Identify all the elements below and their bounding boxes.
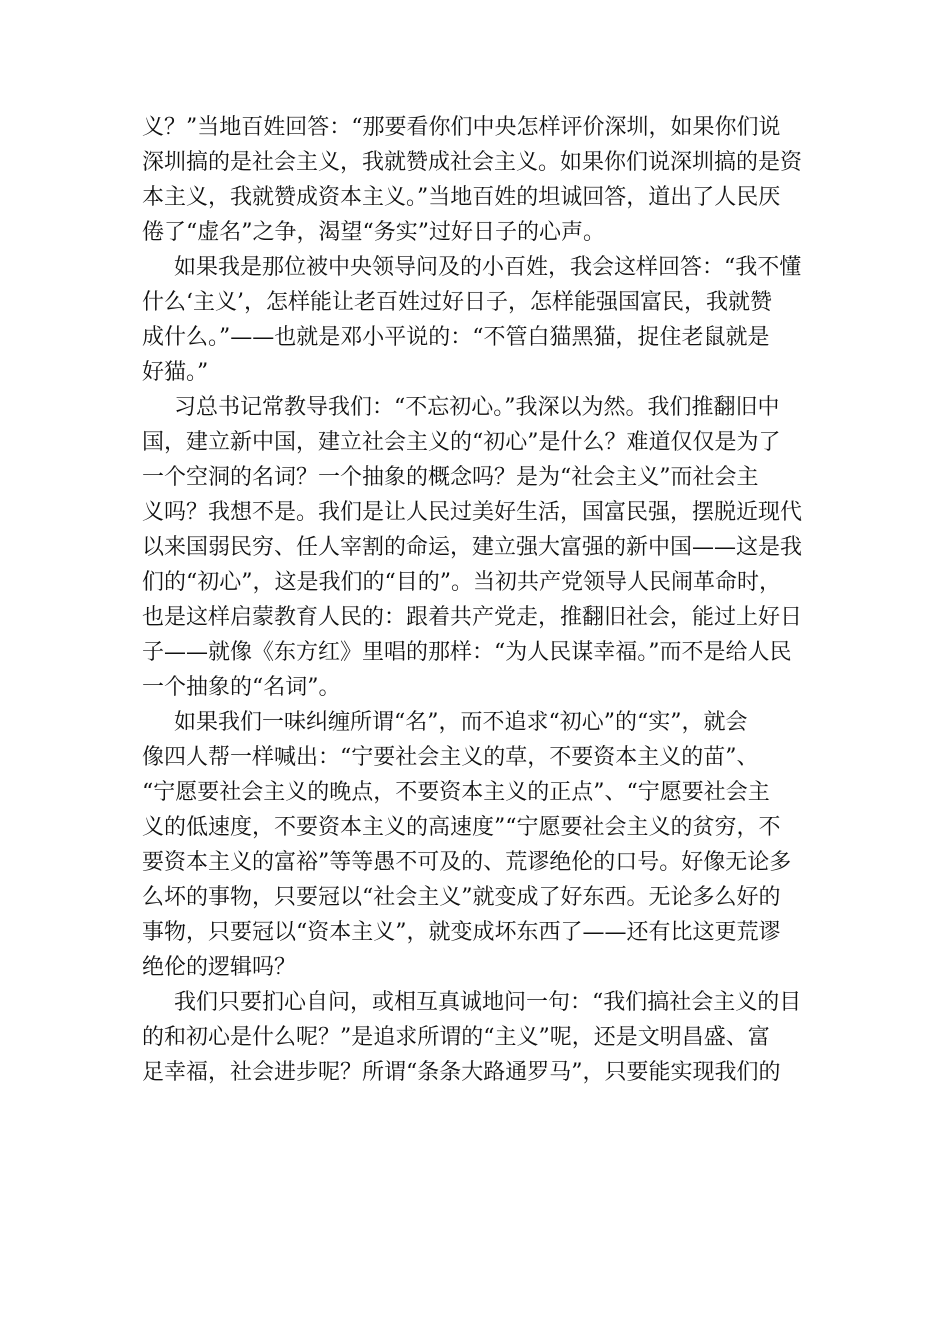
paragraph-first-line: 我们只要扪心自问，或相互真诚地问一句：“我们搞社会主义的目 xyxy=(174,990,802,1015)
text-line: 什么‘主义’，怎样能让老百姓过好日子，怎样能强国富民，我就赞 xyxy=(142,290,772,315)
text-line: 深圳搞的是社会主义，我就赞成社会主义。如果你们说深圳搞的是资 xyxy=(142,150,803,175)
text-line: 们的“初心”，这是我们的“目的”。当初共产党领导人民闹革命时， xyxy=(142,570,781,595)
text-line: 成什么。”——也就是邓小平说的：“不管白猫黑猫，捉住老鼠就是 xyxy=(142,325,770,350)
text-line: 要资本主义的富裕”等等愚不可及的、荒谬绝伦的口号。好像无论多 xyxy=(142,850,792,875)
text-line: 本主义，我就赞成资本主义。”当地百姓的坦诚回答，道出了人民厌 xyxy=(142,185,781,210)
paragraph-first-line: 如果我们一味纠缠所谓“名”，而不追求“初心”的“实”，就会 xyxy=(174,710,748,735)
text-line: “宁愿要社会主义的晚点，不要资本主义的正点”、“宁愿要社会主 xyxy=(142,780,770,805)
text-line: 像四人帮一样喊出：“宁要社会主义的草，不要资本主义的苗”、 xyxy=(142,745,759,770)
text-line: 绝伦的逻辑吗？ xyxy=(142,955,297,980)
text-line: 事物，只要冠以“资本主义”，就变成坏东西了——还有比这更荒谬 xyxy=(142,920,781,945)
text-line: 以来国弱民穷、任人宰割的命运，建立强大富强的新中国——这是我 xyxy=(142,535,803,560)
text-line: 义吗？我想不是。我们是让人民过美好生活，国富民强，摆脱近现代 xyxy=(142,500,803,525)
text-line: 子——就像《东方红》里唱的那样：“为人民谋幸福。”而不是给人民 xyxy=(142,640,792,665)
paragraph-first-line: 如果我是那位被中央领导问及的小百姓，我会这样回答：“我不懂 xyxy=(174,255,802,280)
text-line: 足幸福，社会进步呢？所谓“条条大路通罗马”，只要能实现我们的 xyxy=(142,1060,781,1085)
text-line: 国，建立新中国，建立社会主义的“初心”是什么？难道仅仅是为了 xyxy=(142,430,781,455)
text-line: 的和初心是什么呢？”是追求所谓的“主义”呢，还是文明昌盛、富 xyxy=(142,1025,770,1050)
text-line: 好猫。” xyxy=(142,360,209,385)
text-line: 义？”当地百姓回答：“那要看你们中央怎样评价深圳，如果你们说 xyxy=(142,115,781,140)
body-text xyxy=(142,110,818,1090)
text-line: 也是这样启蒙教育人民的：跟着共产党走，推翻旧社会，能过上好日 xyxy=(142,605,803,630)
text-line: 一个空洞的名词？一个抽象的概念吗？是为“社会主义”而社会主 xyxy=(142,465,759,490)
text-line: 义的低速度，不要资本主义的高速度”“宁愿要社会主义的贫穷，不 xyxy=(142,815,781,840)
paragraph-first-line: 习总书记常教导我们：“不忘初心。”我深以为然。我们推翻旧中 xyxy=(174,395,780,420)
text-line: 倦了“虚名”之争，渴望“务实”过好日子的心声。 xyxy=(142,220,605,245)
text-line: 一个抽象的“名词”。 xyxy=(142,675,341,700)
text-line: 么坏的事物，只要冠以“社会主义”就变成了好东西。无论多么好的 xyxy=(142,885,781,910)
